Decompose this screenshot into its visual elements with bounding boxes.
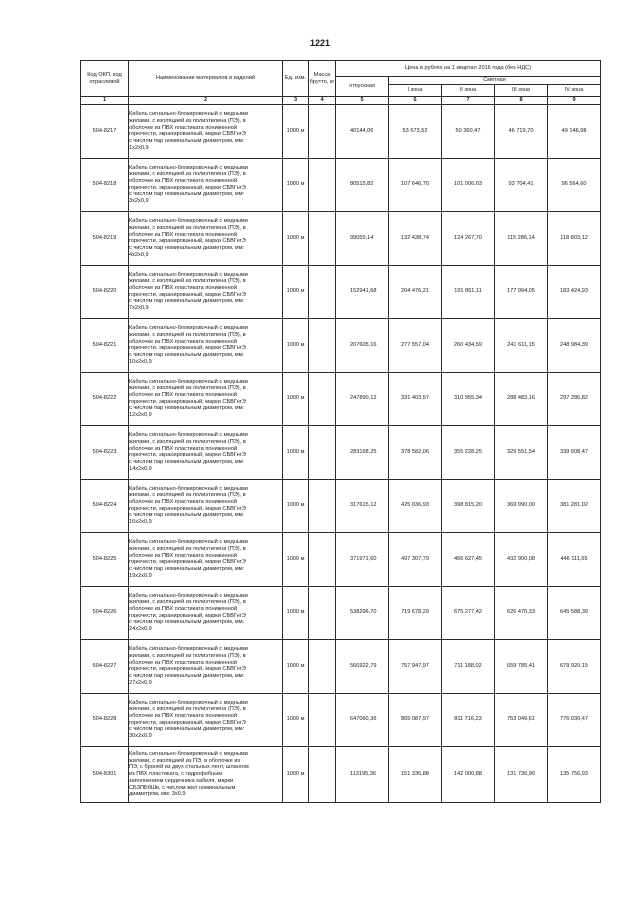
product-name-line: жилами, с изоляцией из полиэтилена (ПЭ), в	[129, 492, 246, 499]
shipment-price: 538296,70	[336, 586, 389, 640]
mass-cell	[309, 265, 336, 319]
zone-1-price: 865 087,97	[389, 693, 442, 747]
unit-cell: 1000 м	[283, 372, 309, 426]
product-name-line: 16х2х0,9	[129, 519, 152, 526]
product-code: 504-8220	[81, 265, 129, 319]
product-name-line: жилами, с изоляцией из ПЭ, в оболочке из	[129, 757, 241, 764]
shipment-price: 80515,82	[336, 158, 389, 212]
product-code: 504-8221	[81, 319, 129, 373]
zone-1-price: 378 582,06	[389, 426, 442, 480]
product-name-line: жилами, с изоляцией из полиэтилена (ПЭ), в	[129, 331, 246, 338]
zone-2-price: 675 277,42	[442, 586, 495, 640]
product-name-line: оболочке из ПВХ пластиката пониженной	[129, 231, 237, 238]
column-numbers-row	[81, 97, 601, 105]
table-row	[81, 212, 601, 266]
mass-cell	[309, 479, 336, 533]
shipment-price: 317615,12	[336, 479, 389, 533]
shipment-price: 99059,14	[336, 212, 389, 266]
product-name-line: оболочке из ПВХ пластиката пониженной	[129, 124, 237, 131]
product-name-line: оболочке из ПВХ пластиката пониженной	[129, 606, 237, 613]
product-name-line: 7х2х0,9	[129, 305, 149, 312]
product-name-line: оболочке из ПВХ пластиката пониженной	[129, 659, 237, 666]
product-name-line: с числом пар номинальным диаметром, мм:	[129, 191, 245, 198]
product-name-line: оболочке из ПВХ пластиката пониженной	[129, 392, 237, 399]
zone-1-price: 497 307,79	[389, 533, 442, 587]
product-name-line: диаметром, мм: 3х0,9	[129, 791, 186, 798]
product-name-line: Кабель сигнально-блокировочный с медными	[129, 164, 248, 171]
product-name-line: заполнением сердечника кабеля, марки	[129, 777, 234, 784]
zone-1-price: 107 646,70	[389, 158, 442, 212]
column-number: 4	[309, 97, 336, 105]
mass-cell	[309, 319, 336, 373]
product-name-line: СБЗПБбШв, с числом жил номинальным	[129, 784, 236, 791]
product-name-line: Кабель сигнально-блокировочный с медными	[129, 751, 248, 758]
product-name-line: 27х2х0,9	[129, 679, 152, 686]
product-name-line: 1х2х0,9	[129, 144, 149, 151]
product-name-line: из ПВХ пластиката, с гидрофобным	[129, 771, 223, 778]
zone-2-price: 355 228,25	[442, 426, 495, 480]
shipment-price: 152941,68	[336, 265, 389, 319]
unit-cell: 1000 м	[283, 319, 309, 373]
zone-4-price: 339 608,47	[548, 426, 601, 480]
column-number: 6	[389, 97, 442, 105]
product-name-line: Кабель сигнально-блокировочный с медными	[129, 592, 248, 599]
product-name-line: жилами, с изоляцией из полиэтилена (ПЭ), в	[129, 385, 246, 392]
product-name-line: Кабель сигнально-блокировочный с медными	[129, 646, 248, 653]
column-number: 9	[548, 97, 601, 105]
table-row	[81, 426, 601, 480]
zone-1-price: 151 336,88	[389, 747, 442, 803]
shipment-price: 566922,79	[336, 640, 389, 694]
column-number: 5	[336, 97, 389, 105]
product-name-line: с числом пар номинальным диаметром, мм:	[129, 351, 245, 358]
column-number: 7	[442, 97, 495, 105]
product-name	[129, 426, 283, 480]
product-code: 504-8225	[81, 533, 129, 587]
zone-3-price: 93 704,41	[495, 158, 548, 212]
column-number: 1	[81, 97, 129, 105]
zone-2-price: 191 861,11	[442, 265, 495, 319]
unit-cell: 1000 м	[283, 693, 309, 747]
product-code: 504-8223	[81, 426, 129, 480]
column-number: 3	[283, 97, 309, 105]
table-row	[81, 265, 601, 319]
product-name-line: жилами, с изоляцией из полиэтилена (ПЭ), в	[129, 171, 246, 178]
product-name-line: с числом пар номинальным диаметром, мм:	[129, 405, 245, 412]
zone-4-price: 679 920,15	[548, 640, 601, 694]
header-price-group: Цена в рублях на 1 квартал 2016 года (без НДС)	[336, 61, 601, 77]
product-name-line: 4х2х0,9	[129, 251, 149, 258]
product-name-line: Кабель сигнально-блокировочный с медными	[129, 485, 248, 492]
product-name-line: Кабель сигнально-блокировочный с медными	[129, 699, 248, 706]
product-name-line: горючести, экранированный, марки СБВГнгЭ	[129, 291, 246, 298]
product-name	[129, 319, 283, 373]
column-number: 8	[495, 97, 548, 105]
product-code: 504-8228	[81, 693, 129, 747]
mass-cell	[309, 105, 336, 159]
product-name	[129, 533, 283, 587]
zone-1-price: 425 036,93	[389, 479, 442, 533]
zone-4-price: 183 424,93	[548, 265, 601, 319]
header-shipment: отпускная	[336, 77, 389, 97]
unit-cell: 1000 м	[283, 105, 309, 159]
product-name-line: 14х2х0,9	[129, 465, 152, 472]
mass-cell	[309, 212, 336, 266]
mass-cell	[309, 693, 336, 747]
zone-3-price: 432 900,08	[495, 533, 548, 587]
unit-cell: 1000 м	[283, 212, 309, 266]
product-name-line: оболочке из ПВХ пластиката пониженной	[129, 499, 237, 506]
zone-2-price: 101 006,03	[442, 158, 495, 212]
product-name-line: оболочке из ПВХ пластиката пониженной	[129, 285, 237, 292]
product-name	[129, 479, 283, 533]
shipment-price: 371971,60	[336, 533, 389, 587]
product-name-line: Кабель сигнально-блокировочный с медными	[129, 539, 248, 546]
product-code: 504-8226	[81, 586, 129, 640]
zone-2-price: 124 267,70	[442, 212, 495, 266]
unit-cell: 1000 м	[283, 747, 309, 803]
zone-3-price: 177 994,05	[495, 265, 548, 319]
shipment-price: 247890,12	[336, 372, 389, 426]
zone-2-price: 398 815,20	[442, 479, 495, 533]
zone-2-price: 310 955,34	[442, 372, 495, 426]
product-name-line: жилами, с изоляцией из полиэтилена (ПЭ), в	[129, 545, 246, 552]
zone-2-price: 142 000,88	[442, 747, 495, 803]
product-name-line: горючести, экранированный, марки СБВГнгЭ	[129, 505, 246, 512]
product-code: 504-8224	[81, 479, 129, 533]
shipment-price: 207605,16	[336, 319, 389, 373]
product-name-line: оболочке из ПВХ пластиката пониженной	[129, 713, 237, 720]
product-code: 504-8217	[81, 105, 129, 159]
product-name-line: с числом пар номинальным диаметром, мм:	[129, 672, 245, 679]
mass-cell	[309, 586, 336, 640]
zone-4-price: 446 111,65	[548, 533, 601, 587]
product-code: 504-8222	[81, 372, 129, 426]
zone-3-price: 115 286,14	[495, 212, 548, 266]
zone-3-price: 131 736,90	[495, 747, 548, 803]
product-name	[129, 212, 283, 266]
product-name-line: 10х2х0,9	[129, 358, 152, 365]
zone-4-price: 776 030,47	[548, 693, 601, 747]
product-name-line: оболочке из ПВХ пластиката пониженной	[129, 445, 237, 452]
product-name-line: с числом пар номинальным диаметром, мм:	[129, 726, 245, 733]
zone-1-price: 132 438,74	[389, 212, 442, 266]
product-name-line: горючести, экранированный, марки СБВГнгЭ	[129, 612, 246, 619]
product-name-line: горючести, экранированный, марки СБВГнгЭ	[129, 452, 246, 459]
product-name-line: ПЭ, с броней из двух стальных лент, шлангом	[129, 764, 249, 771]
zone-1-price: 53 673,52	[389, 105, 442, 159]
zone-2-price: 466 627,45	[442, 533, 495, 587]
shipment-price: 647060,36	[336, 693, 389, 747]
product-name-line: Кабель сигнально-блокировочный с медными	[129, 271, 248, 278]
shipment-price: 40144,06	[336, 105, 389, 159]
zone-3-price: 241 611,15	[495, 319, 548, 373]
zone-4-price: 135 756,93	[548, 747, 601, 803]
unit-cell: 1000 м	[283, 158, 309, 212]
unit-cell: 1000 м	[283, 479, 309, 533]
zone-4-price: 118 803,12	[548, 212, 601, 266]
mass-cell	[309, 426, 336, 480]
table-row	[81, 105, 601, 159]
product-name-line: 19х2х0,9	[129, 572, 152, 579]
product-name	[129, 747, 283, 803]
product-name	[129, 105, 283, 159]
mass-cell	[309, 533, 336, 587]
header-estimate: Сметная	[389, 77, 601, 85]
table-row	[81, 372, 601, 426]
product-name-line: 30х2х0,9	[129, 733, 152, 740]
product-name-line: 3х2х0,9	[129, 198, 149, 205]
zone-2-price: 260 434,59	[442, 319, 495, 373]
zone-3-price: 753 049,61	[495, 693, 548, 747]
product-name-line: жилами, с изоляцией из полиэтилена (ПЭ), в	[129, 278, 246, 285]
table-row	[81, 158, 601, 212]
product-name-line: горючести, экранированный, марки СБВГнгЭ	[129, 184, 246, 191]
product-name-line: Кабель сигнально-блокировочный с медными	[129, 325, 248, 332]
product-name-line: жилами, с изоляцией из полиэтилена (ПЭ), в	[129, 224, 246, 231]
product-name-line: горючести, экранированный, марки СБВГнгЭ	[129, 345, 246, 352]
product-name-line: жилами, с изоляцией из полиэтилена (ПЭ), в	[129, 438, 246, 445]
product-code: 504-8301	[81, 747, 129, 803]
zone-3-price: 329 551,54	[495, 426, 548, 480]
header-zone-3: III зона	[495, 85, 548, 97]
product-name	[129, 640, 283, 694]
header-name: Наименование материалов и изделий	[129, 61, 283, 97]
zone-4-price: 381 281,02	[548, 479, 601, 533]
table-row	[81, 640, 601, 694]
zone-3-price: 659 785,41	[495, 640, 548, 694]
product-name	[129, 693, 283, 747]
price-table	[80, 60, 601, 803]
header-zone-1: I зона	[389, 85, 442, 97]
zone-2-price: 50 360,47	[442, 105, 495, 159]
table-row	[81, 533, 601, 587]
table-row	[81, 747, 601, 803]
product-name-line: горючести, экранированный, марки СБВГнгЭ	[129, 238, 246, 245]
product-name-line: с числом пар номинальным диаметром, мм:	[129, 565, 245, 572]
header-zone-2: II зона	[442, 85, 495, 97]
header-zone-4: IV зона	[548, 85, 601, 97]
product-name-line: с числом пар номинальным диаметром, мм:	[129, 458, 245, 465]
product-name-line: с числом пар номинальным диаметром, мм:	[129, 512, 245, 519]
mass-cell	[309, 372, 336, 426]
product-name-line: горючести, экранированный, марки СБВГнгЭ	[129, 719, 246, 726]
zone-2-price: 711 188,02	[442, 640, 495, 694]
product-name-line: жилами, с изоляцией из полиэтилена (ПЭ), в	[129, 652, 246, 659]
product-name-line: с числом пар номинальным диаметром, мм:	[129, 619, 245, 626]
shipment-price: 113195,36	[336, 747, 389, 803]
shipment-price: 283168,25	[336, 426, 389, 480]
product-name	[129, 586, 283, 640]
product-name-line: оболочке из ПВХ пластиката пониженной	[129, 178, 237, 185]
table-row	[81, 693, 601, 747]
product-name-line: оболочке из ПВХ пластиката пониженной	[129, 552, 237, 559]
page-number: 1221	[309, 38, 331, 48]
mass-cell	[309, 747, 336, 803]
table-row	[81, 479, 601, 533]
zone-1-price: 204 476,21	[389, 265, 442, 319]
header-unit: Ед. изм.	[283, 61, 309, 97]
zone-3-price: 288 483,16	[495, 372, 548, 426]
zone-4-price: 248 984,39	[548, 319, 601, 373]
product-name-line: 24х2х0,9	[129, 626, 152, 633]
unit-cell: 1000 м	[283, 640, 309, 694]
column-number: 2	[129, 97, 283, 105]
product-name-line: Кабель сигнально-блокировочный с медными	[129, 111, 248, 118]
zone-3-price: 46 719,70	[495, 105, 548, 159]
zone-2-price: 811 716,23	[442, 693, 495, 747]
product-name-line: Кабель сигнально-блокировочный с медными	[129, 218, 248, 225]
zone-4-price: 49 146,98	[548, 105, 601, 159]
product-name-line: 12х2х0,9	[129, 412, 152, 419]
product-name-line: горючести, экранированный, марки СБВГнгЭ	[129, 398, 246, 405]
table-row	[81, 319, 601, 373]
mass-cell	[309, 640, 336, 694]
zone-4-price: 96 564,60	[548, 158, 601, 212]
product-code: 504-8219	[81, 212, 129, 266]
unit-cell: 1000 м	[283, 533, 309, 587]
product-name-line: горючести, экранированный, марки СБВГнгЭ	[129, 559, 246, 566]
product-name-line: жилами, с изоляцией из полиэтилена (ПЭ), в	[129, 706, 246, 713]
mass-cell	[309, 158, 336, 212]
zone-1-price: 277 557,04	[389, 319, 442, 373]
zone-1-price: 331 403,57	[389, 372, 442, 426]
product-code: 504-8227	[81, 640, 129, 694]
header-code: Код ОКП, код отраслевой	[81, 61, 129, 97]
zone-3-price: 626 470,33	[495, 586, 548, 640]
product-name-line: жилами, с изоляцией из полиэтилена (ПЭ), в	[129, 599, 246, 606]
product-name-line: Кабель сигнально-блокировочный с медными	[129, 378, 248, 385]
zone-4-price: 297 286,82	[548, 372, 601, 426]
product-name-line: с числом пар номинальным диаметром, мм:	[129, 298, 245, 305]
product-name	[129, 265, 283, 319]
product-name-line: горючести, экранированный, марки СБВГнгЭ	[129, 666, 246, 673]
table-body	[81, 105, 601, 803]
product-name-line: с числом пар номинальным диаметром, мм:	[129, 137, 245, 144]
header-mass: Масса брутто, кг	[309, 61, 336, 97]
product-name-line: оболочке из ПВХ пластиката пониженной	[129, 338, 237, 345]
unit-cell: 1000 м	[283, 426, 309, 480]
product-name-line: с числом пар номинальным диаметром, мм:	[129, 244, 245, 251]
unit-cell: 1000 м	[283, 265, 309, 319]
product-name-line: жилами, с изоляцией из полиэтилена (ПЭ), в	[129, 117, 246, 124]
zone-1-price: 757 947,97	[389, 640, 442, 694]
product-code: 504-8218	[81, 158, 129, 212]
product-name-line: горючести, экранированный, марки СБВГнгЭ	[129, 131, 246, 138]
product-name	[129, 158, 283, 212]
product-name	[129, 372, 283, 426]
zone-1-price: 719 678,29	[389, 586, 442, 640]
product-name-line: Кабель сигнально-блокировочный с медными	[129, 432, 248, 439]
zone-3-price: 369 990,00	[495, 479, 548, 533]
table-row	[81, 586, 601, 640]
zone-4-price: 645 588,39	[548, 586, 601, 640]
unit-cell: 1000 м	[283, 586, 309, 640]
